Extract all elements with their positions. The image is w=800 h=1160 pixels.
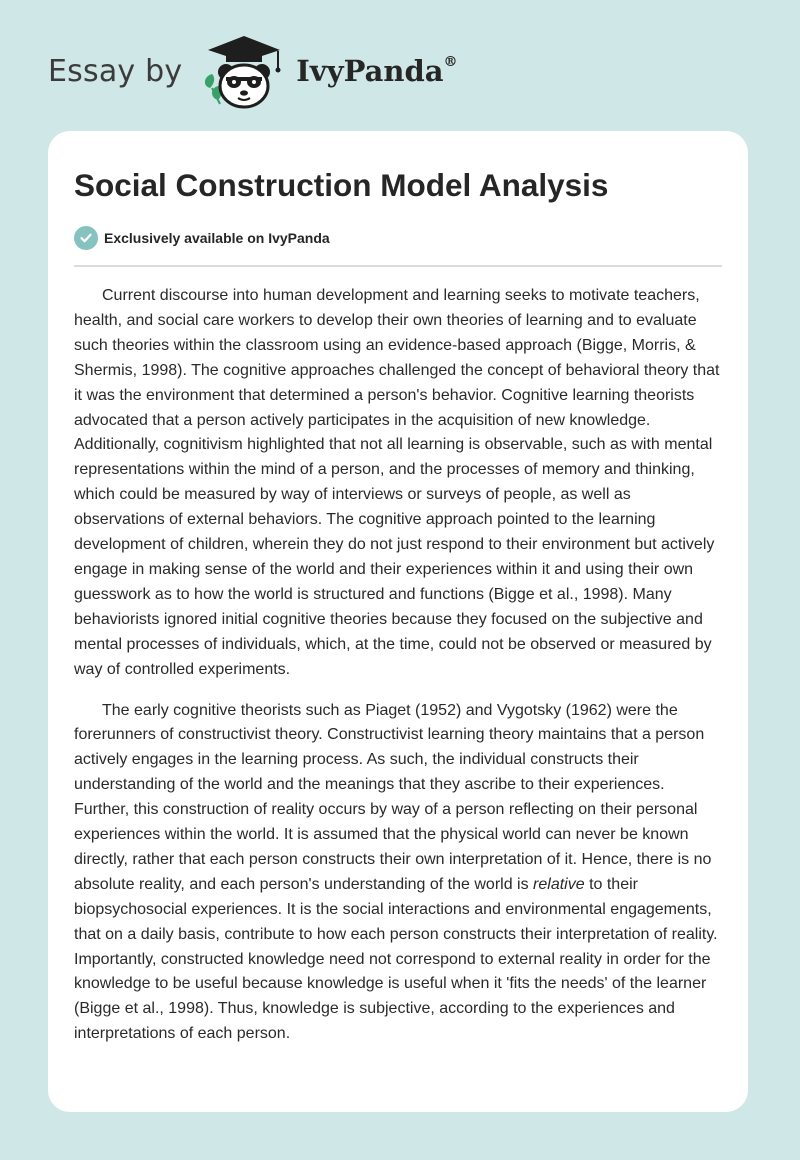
essay-by-label: Essay by — [48, 53, 183, 89]
paragraph-1: Current discourse into human development and learning seeks to motivate teachers, health, and social care workers to develop their own theories of learning and to evaluate such theories within the classroom using an evidence-based approach (Bigge, Morris, & Shermis, 1998). The cognitive approaches challenged the concept of behavioral theory that it was the environment that determined a person's behavior. Cognitive learning theorists advocated that a person actively participates in the acquisition of new knowledge. Additionally, cognitivism highlighted that not all learning is observable, such as with mental representations within the mind of a person, and the processes of memory and thinking, which could be measured by way of interviews or surveys of people, as well as observations of external behaviors. The cognitive approach pointed to the learning development of children, wherein they do not just respond to their environment but actively engage in making sense of the world and their experiences within it and using their own guesswork as to how the world is structured and functions (Bigge et al., 1998). Many behaviorists ignored initial cognitive theories because they focused on the subjective and mental processes of individuals, which, at the time, could not be observed or measured by way of controlled experiments. — [74, 287, 720, 678]
registered-mark: ® — [443, 54, 458, 71]
paragraph-2 — [74, 699, 722, 1048]
badge-text: Exclusively available on IvyPanda — [104, 230, 330, 246]
paragraph-2-part-1: The early cognitive theorists such as Piaget (1952) and Vygotsky (1962) were the forerunners of constructivist theory. Constructivist learning theory maintains that a person actively engages in the learning process. As such, the individual constructs their understanding of the world and the meanings that they ascribe to their experiences. Further, this construction of reality occurs by way of a person reflecting on their personal experiences within the world. It is assumed that the physical world can never be known directly, rather that each person constructs their own interpretation of it. Hence, there is no absolute reality, and each person's understanding of the world is — [74, 701, 712, 893]
brand-name-text: IvyPanda — [296, 54, 444, 88]
ivypanda-logo-icon[interactable] — [196, 30, 292, 112]
exclusive-badge — [74, 225, 722, 251]
site-header — [48, 30, 458, 112]
essay-card — [48, 131, 748, 1112]
essay-body — [74, 284, 722, 1047]
paragraph-2-part-2: to their biopsychosocial experiences. It is the social interactions and environmental engagements, that on a daily basis, contribute to how each person constructs their interpretation of reality. Importantly, constructed knowledge need not correspond to external reality in order for the knowledge to be useful because knowledge is useful when it 'fits the needs' of the learner (Bigge et al., 1998). Thus, knowledge is subjective, according to the experiences and interpretations of each person. — [74, 875, 718, 1043]
page-title: Social Construction Model Analysis — [74, 167, 609, 203]
divider — [74, 265, 722, 267]
panda-face-icon — [218, 64, 270, 107]
check-icon — [74, 226, 98, 250]
paragraph-2-emphasis: relative — [533, 875, 585, 893]
ivypanda-wordmark[interactable] — [296, 54, 457, 88]
